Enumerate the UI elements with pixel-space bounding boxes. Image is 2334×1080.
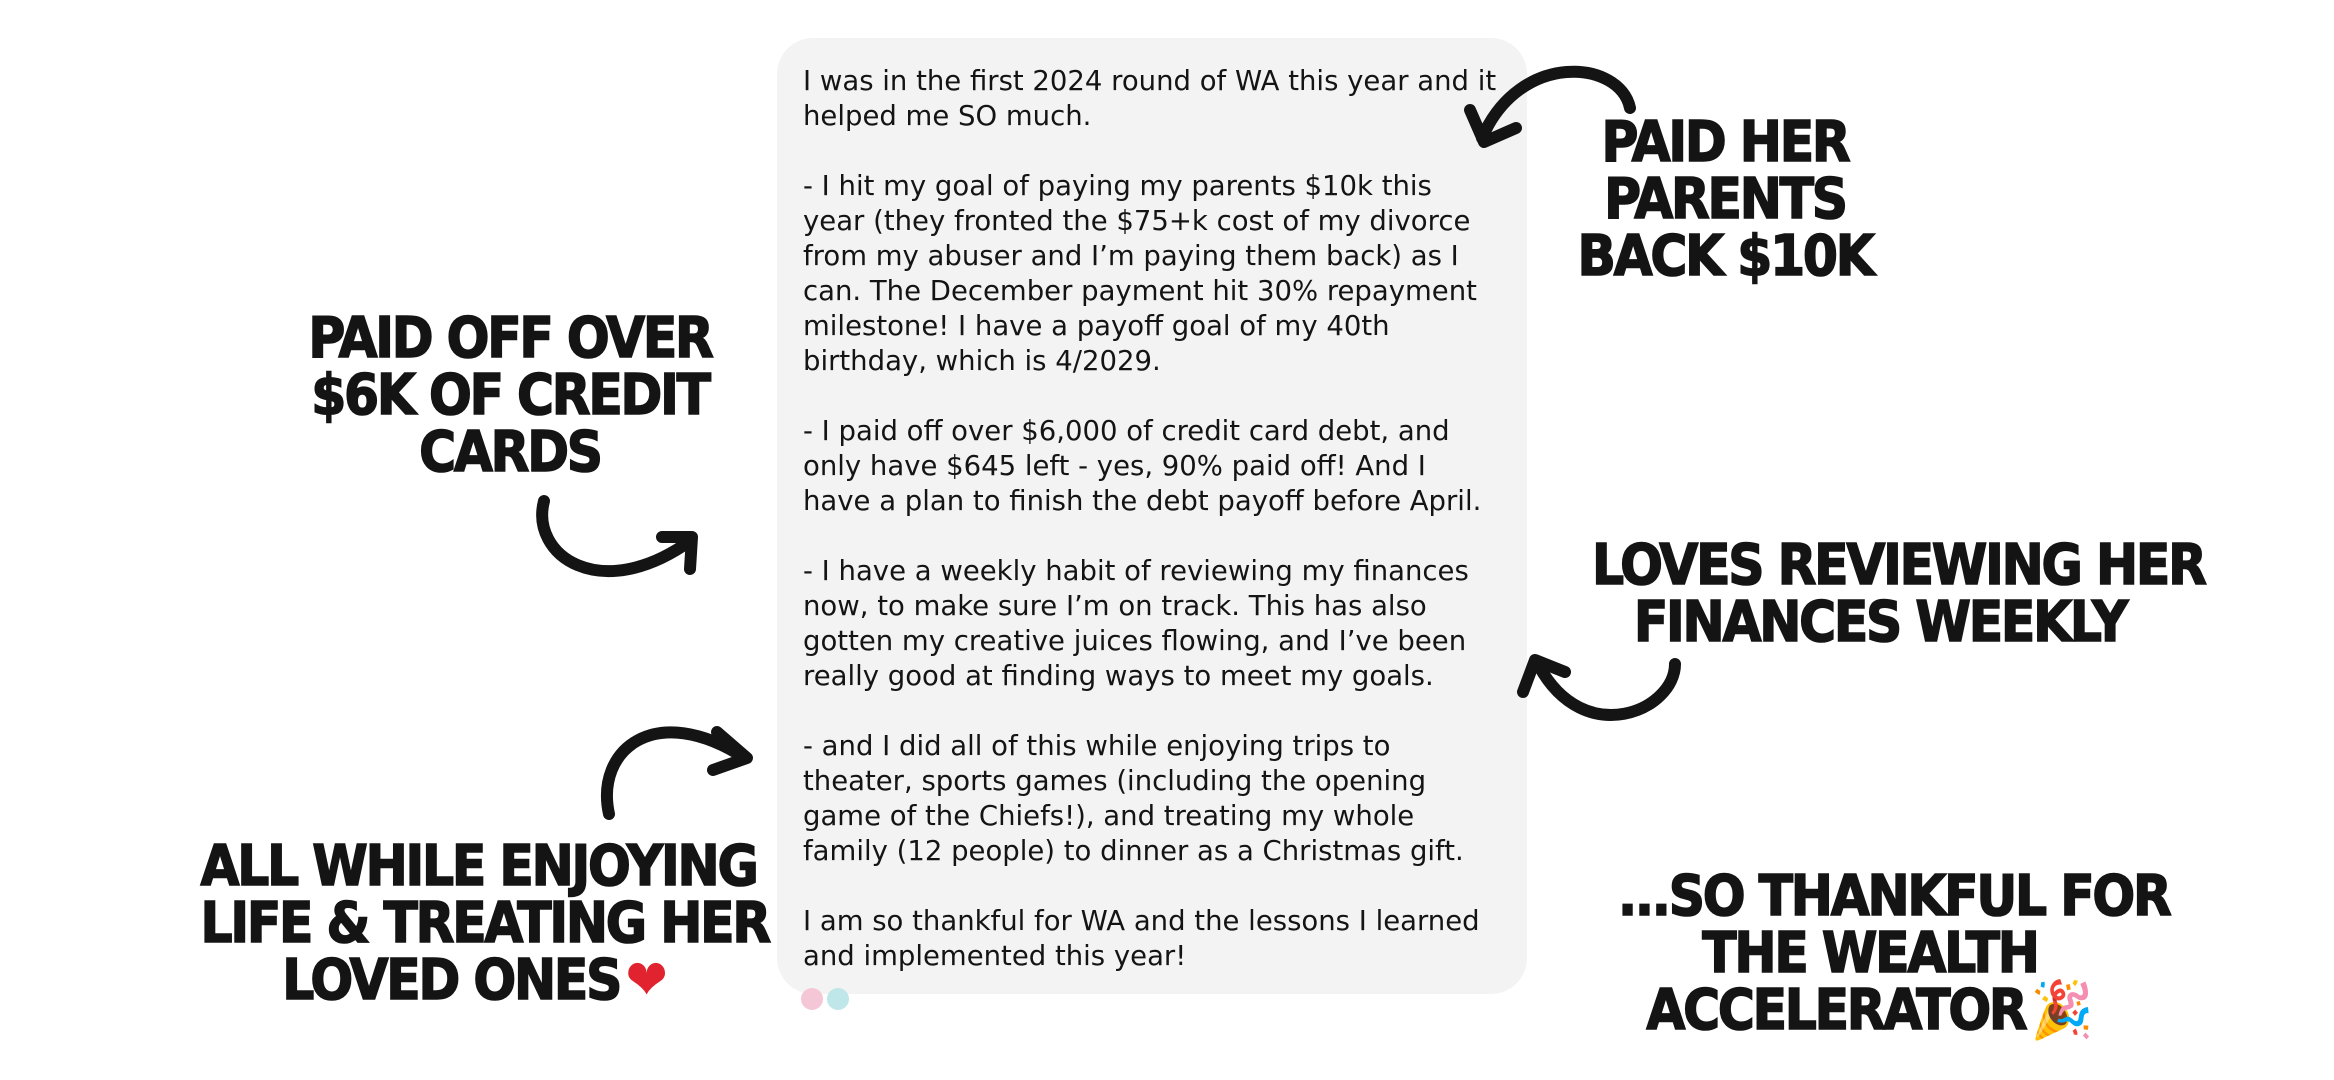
message-paragraph: - I hit my goal of paying my parents $10k this year (they fronted the $75+k cost of my divorce from my abuser and I’m paying them back) as I can. The December payment hit 30% repayment milestone! I have a payoff goal of my 40th birthday, which is 4/2029. [803,170,1477,377]
heart-emoji-icon: ❤ [625,948,668,1013]
caption-line: FINANCES WEEKLY [1633,590,2127,655]
caption-line-text: LOVED ONES [282,948,621,1013]
party-popper-emoji-icon: 🎉 [2030,978,2094,1043]
caption-credit-cards [303,306,717,485]
curved-arrow-icon [530,495,710,605]
caption-line: LOVES REVIEWING HER [1592,533,2205,598]
caption-reviewing-finances [1592,533,2205,655]
caption-line: CARDS [419,420,601,485]
curved-arrow-icon [595,710,765,830]
reaction-dot-pink [801,988,823,1010]
caption-line: PAID OFF OVER [308,306,712,371]
caption-line: PARENTS [1604,167,1846,232]
caption-line: PAID HER [1601,110,1849,175]
message-paragraph: - I have a weekly habit of reviewing my finances now, to make sure I’m on track. This has also gotten my creative juices flowing, and I’ve been really good at finding ways to meet my goals. [803,555,1469,692]
caption-line: ...SO THANKFUL FOR [1618,864,2170,929]
caption-line: THE WEALTH [1702,921,2038,986]
caption-enjoying-life [200,834,769,1013]
caption-line [201,948,750,1013]
reaction-dots [801,988,861,1002]
reaction-dot-teal [827,988,849,1010]
caption-line: ALL WHILE ENJOYING [200,834,757,899]
curved-arrow-icon [1505,650,1695,750]
testimonial-message-bubble [777,38,1527,994]
curved-arrow-icon [1460,50,1660,170]
caption-line: LIFE & TREATING HER [200,891,769,956]
caption-thankful [1618,864,2170,1043]
caption-line [1618,978,2122,1043]
caption-line: $6K OF CREDIT [311,363,709,428]
caption-line-text: ACCELERATOR [1646,978,2026,1043]
caption-line: BACK $10K [1577,224,1873,289]
message-paragraph: I am so thankful for WA and the lessons I learned and implemented this year! [803,905,1480,972]
message-paragraph: - and I did all of this while enjoying trips to theater, sports games (including the opening game of the Chiefs!), and treating my whole family (12 people) to dinner as a Christmas gift. [803,730,1464,867]
message-paragraph: I was in the first 2024 round of WA this year and it helped me SO much. [803,65,1497,132]
message-paragraph: - I paid off over $6,000 of credit card debt, and only have $645 left - yes, 90% paid off! And I have a plan to finish the debt payoff before April. [803,415,1482,517]
